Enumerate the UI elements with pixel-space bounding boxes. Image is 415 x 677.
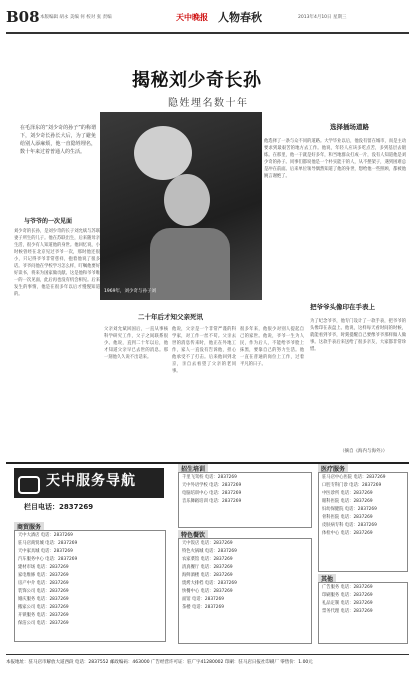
photo-figure-child: [164, 174, 210, 226]
heading-right-1: 选择插场道路: [330, 123, 369, 131]
ad-heading-dining: 特色餐饮: [178, 530, 208, 539]
heading-left: 与爷爷的一次见面: [24, 218, 73, 225]
ad-listing: 天中饭店 电话：2837269: [182, 541, 233, 546]
ad-listing: 皮肤病专科 电话：2837269: [322, 523, 377, 528]
body-middle-2: 他说，父亲是一个非常严谨的科学家，对工作一丝不苟。父亲去世的消息传来时，他正在外地工作，家人一直没有告诉他，担心他承受不了打击。后来他回到北京，亲自去看望了父亲的老同事。: [172, 327, 236, 374]
ad-listing: 票务代理 电话：2837269: [322, 609, 373, 614]
article-source: （摘自《海内与海外》）: [340, 449, 388, 454]
ad-listing: 开锁服务 电话：2837269: [18, 613, 69, 618]
body-right-1: 他选择了一条与众不同的道路。大学毕业以后，他没有留在城市，而是主动要求到最艰苦的地方去工作。他说，年轻人应该多吃点苦，多到基层去锻炼。在那里，他一干就是好多年，和当地群众打成一片，没有人知道他是刘少奇的孙子。同事们都说他是一个朴实能干的人，从不摆架子，遇到困难总是冲在前面。后来单位领导偶然知道了他的身世，想给他一些照顾，都被他婉言谢绝了。: [264, 139, 406, 179]
ad-listing: 家电维修 电话：2837269: [18, 573, 69, 578]
ad-listing: 天中大酒店 电话：2837269: [18, 533, 73, 538]
photo-caption: 1969年，刘少奇与孙子刘: [104, 289, 156, 294]
ad-heading-trade: 商贸服务: [14, 522, 44, 531]
article-lede: 在毛泽东的“刘少奇的孙子”的称谓下，刘少奇长孙长大后，为了避免给别人添麻烦，他一直隐姓埋名，数十年来过着普通人的生活。: [20, 125, 96, 155]
ad-phone: 栏目电话：2837269: [24, 503, 94, 511]
ad-listing: 保洁公司 电话：2837269: [18, 621, 69, 626]
ad-listing: 妇幼保健院 电话：2837269: [322, 507, 377, 512]
ad-heading-training: 招生培训: [178, 464, 208, 473]
ad-heading-medical: 医疗服务: [318, 464, 348, 473]
ad-listing: 音乐舞蹈培训 电话：2837269: [182, 499, 242, 504]
ad-listing: 天中家具城 电话：2837269: [18, 549, 73, 554]
page-footer: 本报地址：驻马店市解放大道西段 电话：2837552 邮政编码：463000 广告经营许可证：驻广字41280002 印刷：驻马店日报社印刷厂 零售价：1.00元: [6, 654, 409, 671]
ad-listing: 驻马店中心医院 电话：2837269: [322, 475, 386, 480]
ad-listing: 建材市场 电话：2837269: [18, 565, 69, 570]
issue-date: 2013年4月10日 星期三: [298, 15, 347, 20]
ad-heading-other: 其他: [318, 574, 336, 583]
ad-box-medical: [318, 472, 408, 572]
page-header: [6, 6, 409, 34]
ad-listing: 体检中心 电话：2837269: [322, 531, 373, 536]
ad-box-dining: [178, 538, 312, 644]
article-photo: [100, 112, 262, 300]
ad-listing: 驻马店商贸城 电话：2837269: [18, 541, 78, 546]
ad-listing: 烧烤大排档 电话：2837269: [182, 581, 237, 586]
ad-listing: 中医诊所 电话：2837269: [322, 491, 373, 496]
ad-listing: 房产中介 电话：2837269: [18, 581, 69, 586]
heading-middle: 二十年后才知父亲死讯: [138, 313, 203, 321]
body-right-2: 为了纪念爷爷，他专门设计了一款手表，把爷爷的头像印在表盘上。他说，这样每天看时间的时候，就能看到爷爷，时刻提醒自己要像爷爷那样做人做事。这款手表后来送给了很多亲友，大家都非常珍惜。: [310, 319, 406, 352]
ad-box-training: [178, 472, 312, 528]
ad-listing: 眼科医院 电话：2837269: [322, 499, 373, 504]
ad-listing: 骨科医院 电话：2837269: [322, 515, 373, 520]
ad-listing: 礼品定制 电话：2837269: [322, 601, 373, 606]
ad-listing: 电脑培训中心 电话：2837269: [182, 491, 242, 496]
section-title: 人物春秋: [218, 11, 262, 24]
article-subtitle: 隐姓埋名数十年: [168, 98, 249, 109]
ad-brand: 天中服务导航: [46, 473, 136, 489]
body-middle-1: 父亲刘允斌回国后，一直从事核科学研究工作，父子之间联系很少。他说，直到二十年以后，他才知道父亲早已去世的消息。那一刻他久久说不出话来。: [104, 327, 168, 360]
ad-listing: 特色火锅城 电话：2837269: [182, 549, 237, 554]
ad-listing: 口腔专科门诊 电话：2837269: [322, 483, 382, 488]
paper-logo: 天中晚报: [176, 13, 208, 22]
editor-credits: 本版编辑 胡永 美编 何 校对 张 责编: [40, 15, 112, 20]
heading-right-2: 把爷爷头像印在手表上: [310, 303, 375, 311]
ad-listing: 搬家公司 电话：2837269: [18, 605, 69, 610]
phone-icon: [18, 476, 40, 494]
ad-listing: 快餐中心 电话：2837269: [182, 589, 233, 594]
ad-listing: 汽车服务中心 电话：2837269: [18, 557, 78, 562]
ad-listing: 印刷服务 电话：2837269: [322, 593, 373, 598]
body-middle-3: 很多年来，他很少对别人提起自己的家世。他说，爷爷一生为人民，作为后人，不能给爷爷脸上抹黑，要靠自己的努力生活。他一直在普通的岗位上工作，过着平凡的日子。: [240, 327, 304, 367]
ad-listing: 天中外语学校 电话：2837269: [182, 483, 242, 488]
photo-figure-body: [150, 228, 230, 300]
ad-listing: 千里飞驾校 电话：2837269: [182, 475, 237, 480]
ad-box-other: [318, 582, 408, 644]
photo-figure-elder: [134, 126, 192, 180]
ad-listing: 广告服务 电话：2837269: [322, 585, 373, 590]
ad-listing: 装饰公司 电话：2837269: [18, 589, 69, 594]
page-number: B08: [6, 8, 40, 26]
ad-listing: 茶楼 电话：2837269: [182, 605, 224, 610]
ad-listing: 面馆 电话：2837269: [182, 597, 224, 602]
ad-listing: 清真餐厅 电话：2837269: [182, 565, 233, 570]
ad-listing: 婚庆服务 电话：2837269: [18, 597, 69, 602]
ad-listing: 农家菜馆 电话：2837269: [182, 557, 233, 562]
ad-box-trade: [14, 530, 166, 642]
body-left: 刘少奇的长孙，是刘少奇的长子刘允斌与苏联妻子所生的儿子。他在苏联出生，后来随母亲生活，很少有人知道他的身世。他回忆说，小时候曾经在北京见过爷爷一次，那时他还很小，只记得爷爷非常慈祥，抱着他说了很多话。爷爷问他在学校学习怎么样，叮嘱他要好好读书，将来为国家做贡献。这是他和爷爷唯一的一次见面，此后再也没有机会相见。后来发生的事情，他是在很多年以后才慢慢知道的。: [14, 229, 100, 297]
article-title: 揭秘刘少奇长孙: [132, 70, 262, 91]
ad-listing: 海鲜酒楼 电话：2837269: [182, 573, 233, 578]
